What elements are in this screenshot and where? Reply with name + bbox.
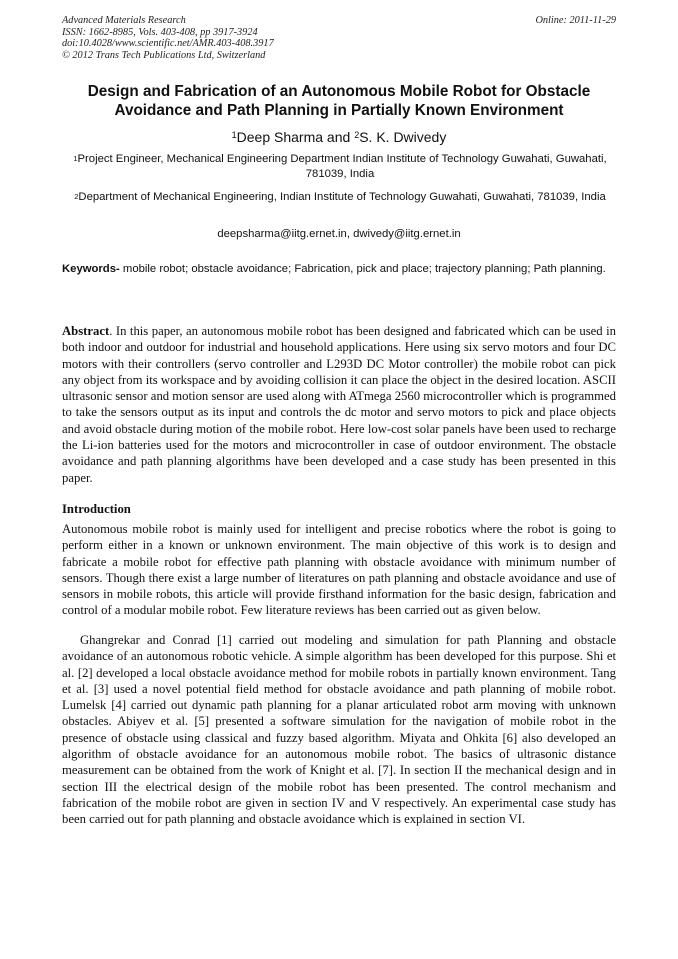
author1-superscript: 1 <box>231 130 237 140</box>
author1-name: Deep Sharma <box>236 129 324 145</box>
affiliation-1 <box>70 152 610 182</box>
abstract-section <box>62 323 616 486</box>
introduction-paragraph-1: Autonomous mobile robot is mainly used for intelligent and precise robotics where the robot is going to perform either in a known or unknown environment. The main objective of this work is to design and fabricate a mobile robot for effective path planning with obstacle avoidance with minimum number of sensors. Though there exist a large number of literatures on path planning and obstacle avoidance and use of sensors in mobile robots, this article will provide firsthand information for the basic design, fabrication and control of a modular mobile robot. Few literature reviews has been carried out as given below. <box>62 522 616 618</box>
journal-header <box>62 15 616 61</box>
author-line <box>62 128 616 146</box>
keywords-text: mobile robot; obstacle avoidance; Fabrication, pick and place; trajectory planning; Path planning. <box>119 263 606 275</box>
paper-title: Design and Fabrication of an Autonomous Mobile Robot for Obstacle Avoidance and Path Planning in Partially Known Environment <box>87 83 591 119</box>
keywords-label: Keywords- <box>62 263 120 275</box>
issn-line: ISSN: 1662-8985, Vols. 403-408, pp 3917-3924 <box>62 26 258 38</box>
affiliation-2-superscript: 2 <box>74 192 79 201</box>
online-date: Online: 2011-11-29 <box>535 15 616 26</box>
affiliation-2-text: Department of Mechanical Engineering, Indian Institute of Technology Guwahati, Guwahati, 781039, India <box>78 191 606 203</box>
introduction-heading: Introduction <box>62 502 131 516</box>
author-and: and <box>323 129 355 145</box>
affiliation-2 <box>70 190 610 205</box>
abstract-label: Abstract <box>62 324 110 338</box>
introduction-paragraph-2: Ghangrekar and Conrad [1] carried out modeling and simulation for path Planning and obstacle avoidance of an autonomous robotic vehicle. A simple algorithm has been developed for this purpose. Shi et al. [2] developed a local obstacle avoidance method for mobile robots in partially known environment. Tang et al. [3] used a novel potential field method for obstacle avoidance and path planning of mobile robot. Lumelsk [4] carried out dynamic path planning for a planar articulated robot arm moving with unknown obstacles. Abiyev et al. [5] presented a software simulation for the navigation of mobile robot in the presence of obstacle using classical and fuzzy based algorithm. Miyata and Ohkita [6] also developed an algorithm of obstacle avoidance for an autonomous mobile robot. The basics of ultrasonic distance measurement can be obtained from the work of Knight et al. [7]. In section II the mechanical design and in section III the electrical design of the mobile robot has been presented. The control mechanism and fabrication of the mobile robot are given in section IV and V respectively. An experimental case study has been carried out for path planning and obstacle avoidance which is explained in section VI. <box>62 633 616 827</box>
affiliation-1-superscript: 1 <box>73 154 78 163</box>
author2-name: S. K. Dwivedy <box>359 129 447 145</box>
author-emails: deepsharma@iitg.ernet.in, dwivedy@iitg.ernet.in <box>217 228 461 240</box>
affiliation-1-text: Project Engineer, Mechanical Engineering Department Indian Institute of Technology Guwahati, Guwahati, 781039, India <box>77 153 607 180</box>
author2-superscript: 2 <box>354 130 360 140</box>
journal-name: Advanced Materials Research <box>62 15 186 26</box>
keywords-section <box>62 262 616 277</box>
copyright-line: © 2012 Trans Tech Publications Ltd, Switzerland <box>62 49 266 61</box>
abstract-text: . In this paper, an autonomous mobile robot has been designed and fabricated which can be used in both indoor and outdoor for industrial and household applications. Here using six servo motors and four DC motors with their controllers (servo controller and L293D DC Motor controller) the mobile robot can pick any object from its workspace and by avoiding collision it can place the object in the desired location. ASCII ultrasonic sensor and motion sensor are used along with ATmega 2560 microcontroller which is programmed to take the sensors output as its input and controls the dc motor and servo motors to pick and place objects and avoid obstacle during motion of the mobile robot. Here low-cost solar panels have been used to recharge the Li-ion batteries used for the motors and microcontroller in case of outdoor environment. The obstacle avoidance and path planning algorithms have been developed and a case study has been presented in this paper. <box>62 324 616 485</box>
doi-line: doi:10.4028/www.scientific.net/AMR.403-408.3917 <box>62 38 274 49</box>
